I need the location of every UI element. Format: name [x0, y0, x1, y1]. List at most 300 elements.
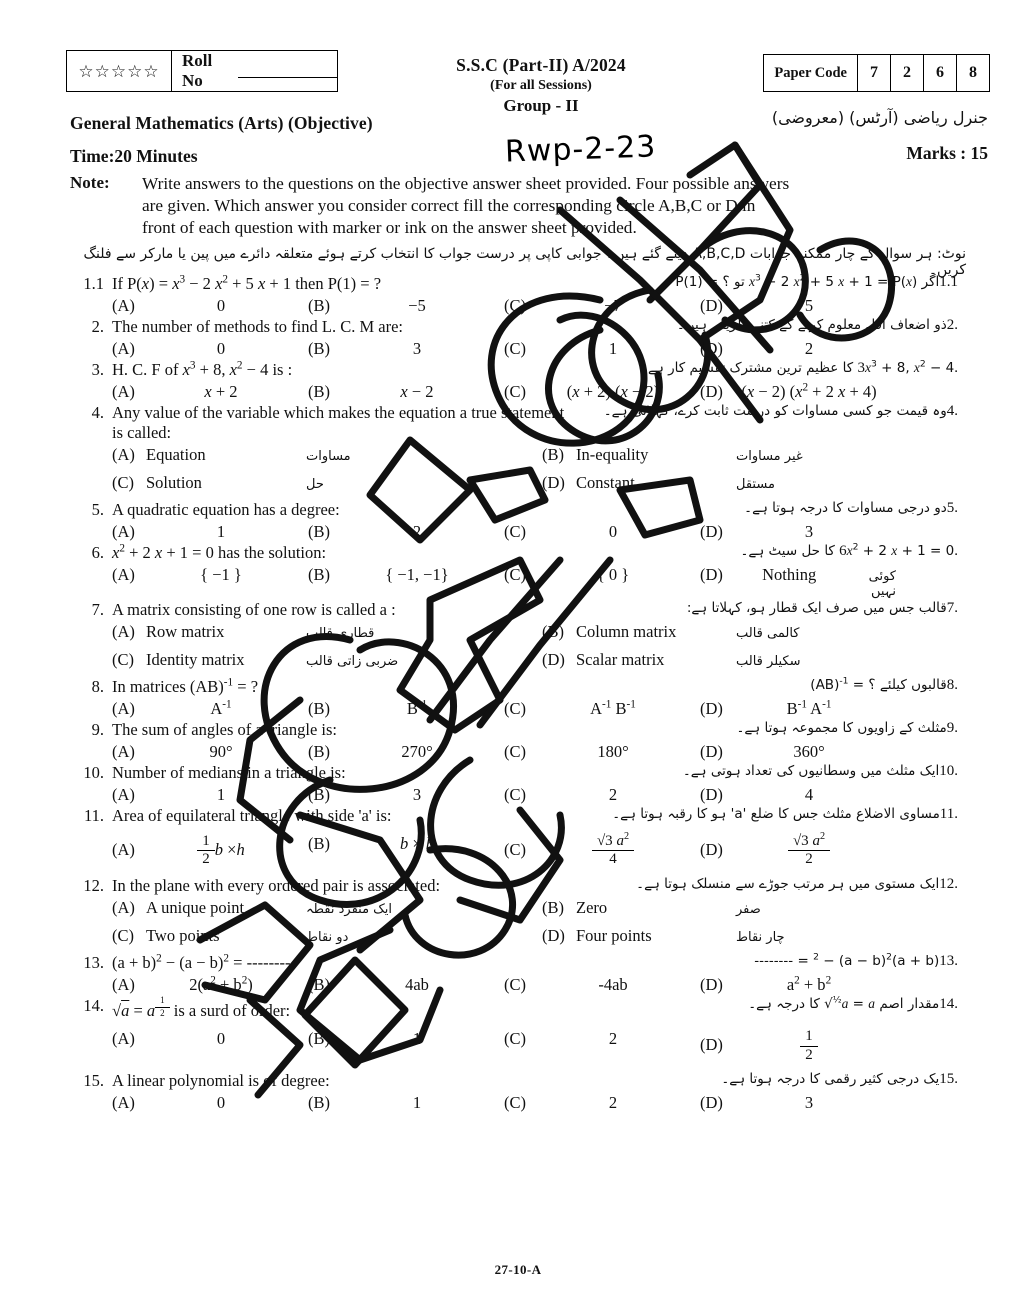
option-row [66, 445, 972, 471]
question-number: 7. [91, 599, 104, 619]
question-text-urdu: $.6x^2 + 2$ x + 1 = 0 کا حل سیٹ ہے۔ [740, 541, 958, 559]
option-value-urdu: کوئی نہیں [868, 568, 896, 599]
question-text: $x^2 + 2$ x + 1 = 0 has the solution: [112, 542, 327, 562]
option-b[interactable] [308, 699, 504, 719]
option-b[interactable] [308, 522, 504, 542]
question-text: Any value of the variable which makes the equation a true statement is called: [112, 403, 565, 442]
roll-no-field[interactable] [172, 51, 337, 91]
question-item [66, 317, 972, 359]
option-label: (A) [112, 698, 135, 718]
paper-code-digit: 8 [969, 64, 977, 81]
option-label: (C) [504, 382, 526, 401]
option-value: $B^{-1}$ [406, 698, 428, 718]
option-label: (A) [112, 564, 135, 584]
option-a[interactable] [112, 622, 542, 642]
option-d[interactable] [700, 1029, 896, 1064]
option-value: $B^{-1}$ $A^{-1}$ [786, 698, 832, 718]
question-head [66, 500, 972, 520]
question-list [66, 274, 972, 1114]
question-number: 3. [91, 360, 104, 379]
question-item [66, 953, 972, 995]
option-label: (B) [308, 382, 330, 401]
question-text: A linear polynomial is of degree: [112, 1071, 330, 1091]
option-a[interactable] [112, 296, 308, 316]
question-text-urdu: .8قالبوں کیلئے ؟ = $^{1-}$(AB) [810, 675, 958, 693]
option-value: Scalar matrix [576, 649, 665, 669]
question-number: 5. [91, 499, 104, 519]
option-value: -4ab [598, 975, 628, 995]
question-head [66, 996, 972, 1021]
option-value: 360° [793, 741, 825, 761]
option-d[interactable] [700, 296, 896, 316]
option-value: 2 [804, 339, 814, 358]
question-item [66, 720, 972, 762]
note-label: Note: [70, 173, 110, 192]
question-text: Area of equilateral triangle with side 'a' is: [112, 805, 392, 825]
option-row [66, 975, 972, 995]
option-a[interactable] [112, 834, 308, 869]
option-label: (C) [504, 296, 526, 315]
option-label: (C) [504, 839, 526, 859]
option-value: Solution [146, 472, 202, 492]
option-value-urdu: دو نقاط [306, 930, 349, 946]
question-head [66, 953, 972, 973]
option-label: (A) [112, 1028, 135, 1048]
paper-code-digit: 7 [858, 55, 891, 91]
option-c[interactable] [504, 785, 700, 805]
option-value: In-equality [576, 444, 649, 464]
question-number: 14. [83, 996, 104, 1016]
option-a[interactable] [112, 382, 308, 402]
option-label: (B) [308, 564, 330, 584]
option-label: (C) [504, 521, 526, 541]
option-label: (D) [700, 339, 723, 358]
option-label: (A) [112, 382, 135, 401]
option-d[interactable] [700, 339, 896, 359]
option-a[interactable] [112, 898, 542, 918]
option-a[interactable] [112, 699, 308, 719]
option-row [66, 699, 972, 719]
option-label: (D) [700, 296, 723, 315]
question-item [66, 360, 972, 402]
option-value: 0 [216, 339, 226, 358]
option-value: 2 [608, 1093, 618, 1113]
option-d[interactable] [700, 785, 896, 805]
option-value-urdu: چار نقاط [736, 930, 785, 946]
question-text-urdu: .2ذو اضعاف اقل معلوم کرنے کے کتنے طریقے ہیں۔ [676, 317, 958, 333]
option-value: x + 2 [204, 382, 238, 401]
option-b[interactable] [308, 1093, 504, 1113]
option-label: (A) [112, 898, 135, 918]
option-value-urdu: ضربی زاتی قالب [306, 653, 399, 669]
option-row [66, 622, 972, 648]
option-label: (A) [112, 975, 135, 995]
option-c[interactable] [504, 565, 700, 599]
option-value: Four points [576, 926, 652, 946]
option-value: $\frac{1}{2}$ [734, 1029, 884, 1064]
question-text: Number of medians in a triangle is: [112, 762, 346, 782]
option-a[interactable] [112, 742, 308, 762]
question-head [66, 1071, 972, 1091]
option-label: (A) [112, 741, 135, 761]
question-text-urdu: .7قالب جس میں صرف ایک قطار ہو، کہلاتا ہے: [686, 599, 958, 616]
option-label: (C) [504, 975, 526, 995]
option-value: 4ab [405, 975, 429, 995]
paper-code-label: Paper Code [764, 55, 858, 91]
option-d[interactable] [700, 522, 896, 542]
option-a[interactable] [112, 785, 308, 805]
option-d[interactable] [542, 926, 972, 946]
option-value-urdu: مستقل [736, 476, 775, 492]
question-number: 6. [91, 542, 104, 562]
option-label: (D) [700, 1093, 723, 1113]
option-value: 3 [804, 521, 814, 541]
option-value: 90° [209, 741, 233, 761]
option-label: (A) [112, 296, 135, 315]
option-a[interactable] [112, 975, 308, 995]
option-value-urdu: قطاری قالب [306, 625, 375, 641]
note-line-1: Write answers to the questions on the objective answer sheet provided. Four possible answers [142, 174, 790, 193]
option-c[interactable] [112, 650, 542, 670]
question-item [66, 600, 972, 676]
note-line-2: are given. Which answer you consider correct fill the corresponding circle A,B,C or D in [142, 196, 756, 216]
question-text: √a = a $^{\frac{1}{2}}$ is a surd of order: [112, 995, 291, 1021]
exam-group: Group - II [503, 96, 579, 116]
option-label: (D) [700, 975, 723, 995]
option-value: $\frac{√3 a^2}{4}$ [538, 834, 688, 869]
question-item [66, 876, 972, 952]
question-item [66, 996, 972, 1063]
roll-no-blank-line [238, 64, 337, 78]
option-label: (B) [308, 741, 330, 761]
question-number: 11. [83, 805, 104, 825]
question-text-urdu: .14مقدار اصم $a = a^{\frac{1}{2}}√$ کا درجہ ہے۔ [748, 994, 958, 1013]
option-label: (D) [542, 926, 565, 946]
option-value: { −1, −1} [385, 564, 449, 584]
option-b[interactable] [542, 445, 972, 465]
option-value: (x − 2) ($x^2 + 2$ x + 4) [741, 381, 877, 401]
option-b[interactable] [308, 742, 504, 762]
option-label: (D) [700, 382, 723, 401]
question-number: 2. [91, 317, 104, 336]
option-value: −5 [408, 296, 426, 315]
question-text: $(a + b)^2 - (a - b)^2$ = -------- [112, 952, 291, 973]
option-value: Nothing [762, 564, 817, 584]
question-head [66, 274, 972, 294]
option-c[interactable] [504, 339, 700, 359]
option-value-urdu: کالمی قالب [736, 625, 800, 641]
option-row [66, 650, 972, 676]
option-a[interactable] [112, 565, 308, 599]
instructions-note [70, 173, 970, 278]
subject-title: General Mathematics (Arts) (Objective) [70, 113, 373, 133]
option-label: (D) [700, 521, 723, 541]
option-value: b × h [399, 833, 435, 853]
option-label: (C) [504, 698, 526, 718]
question-head [66, 543, 972, 563]
option-label: (C) [112, 649, 134, 669]
stars-icon: ☆☆☆☆☆ [67, 51, 172, 91]
option-d[interactable] [700, 699, 896, 719]
option-label: (B) [308, 698, 330, 718]
question-item [66, 274, 972, 316]
option-row [66, 785, 972, 805]
option-value-urdu: غیر مساوات [736, 448, 803, 464]
option-value: A unique point [146, 898, 245, 918]
option-c[interactable] [504, 296, 700, 316]
question-head [66, 403, 972, 443]
question-head [66, 720, 972, 740]
question-text: A matrix consisting of one row is called a : [112, 599, 396, 619]
question-head [66, 317, 972, 337]
option-c[interactable] [112, 926, 542, 946]
option-label: (B) [308, 1093, 330, 1113]
option-b[interactable] [308, 382, 504, 402]
question-text: H. C. F of $x^3 + 8$, $x^2 - 4$ is : [112, 359, 293, 379]
note-body [142, 173, 789, 239]
subject-title-urdu: جنرل ریاضی (آرٹس) (معروضی) [771, 108, 988, 127]
option-row [66, 742, 972, 762]
question-text: In the plane with every ordered pair is associated: [112, 876, 441, 896]
option-label: (C) [504, 784, 526, 804]
option-label: (A) [112, 621, 135, 641]
option-label: (D) [700, 839, 723, 859]
question-text-urdu: 1.1اگر $x^3 - 2$ $x^2 + 5$ x + 1 = P(x) تو ؟ = P(1) [675, 272, 958, 290]
question-item [66, 500, 972, 542]
option-b[interactable] [308, 565, 504, 599]
option-value-urdu: صفر [736, 902, 761, 918]
question-number: 9. [91, 719, 104, 739]
option-value: $A^{-1}$ $B^{-1}$ [590, 698, 636, 718]
option-value-urdu: ایک منفرد نقطہ [306, 902, 393, 918]
option-label: (A) [112, 521, 135, 541]
option-value: Equation [146, 444, 206, 464]
question-text-urdu: .12ایک مستوی میں ہر مرتب جوڑے سے منسلک ہوتا ہے۔ [636, 876, 958, 893]
question-head [66, 360, 972, 380]
question-text: A quadratic equation has a degree: [112, 499, 340, 519]
question-number: 1.1 [83, 274, 104, 293]
option-a[interactable] [112, 1093, 308, 1113]
option-b[interactable] [308, 785, 504, 805]
option-b[interactable] [308, 296, 504, 316]
option-b[interactable] [308, 834, 504, 869]
option-value: Identity matrix [146, 649, 245, 669]
option-label: (B) [308, 296, 330, 315]
option-label: (B) [542, 444, 564, 464]
option-d[interactable] [700, 742, 896, 762]
option-d[interactable] [700, 975, 896, 995]
question-number: 8. [91, 676, 104, 696]
option-c[interactable] [504, 975, 700, 995]
option-value: 1 [412, 1028, 422, 1048]
option-label: (B) [308, 521, 330, 541]
option-value: 1 [216, 521, 226, 541]
exam-name-year: S.S.C (Part-II) A/2024 [456, 55, 626, 75]
option-a[interactable] [112, 445, 542, 465]
question-item [66, 543, 972, 599]
option-value: Column matrix [576, 621, 677, 641]
option-d[interactable] [542, 650, 972, 670]
option-b[interactable] [308, 339, 504, 359]
option-a[interactable] [112, 522, 308, 542]
option-value: $\frac{1}{2}$ b ×h [146, 834, 296, 869]
option-label: (C) [504, 1093, 526, 1113]
option-label: (C) [112, 472, 134, 492]
option-b[interactable] [542, 898, 972, 918]
question-text-urdu: .4وہ قیمت جو کسی مساوات کو درست ثابت کرے، کہلاتی ہے۔ [603, 403, 958, 419]
question-item [66, 677, 972, 719]
option-value: 1 [608, 339, 618, 358]
question-text: In matrices (AB)$^{-1}$ = ? [112, 676, 259, 696]
roll-no-box [66, 50, 338, 92]
question-head [66, 806, 972, 826]
option-label: (D) [700, 698, 723, 718]
option-label: (B) [308, 784, 330, 804]
option-value-urdu: سکیلر قالب [736, 653, 801, 669]
option-value: 3 [412, 784, 422, 804]
option-value: $a^2 + b^2$ [786, 974, 832, 995]
option-value: 1 [216, 784, 226, 804]
option-row [66, 473, 972, 499]
paper-code-digit: 2 [891, 55, 924, 91]
option-c[interactable] [112, 473, 542, 493]
option-row [66, 382, 972, 402]
option-d[interactable] [542, 473, 972, 493]
option-value: 1 [412, 1093, 422, 1113]
option-d[interactable] [700, 565, 896, 599]
option-label: (D) [542, 649, 565, 669]
handwritten-center-code: Rwp-2-23 [504, 129, 657, 170]
option-value: Row matrix [146, 621, 225, 641]
option-label: (B) [308, 975, 330, 995]
option-label: (A) [112, 784, 135, 804]
question-text-urdu: .15یک درجی کثیر رقمی کا درجہ ہوتا ہے۔ [721, 1071, 958, 1088]
option-b[interactable] [308, 1029, 504, 1064]
option-label: (D) [542, 472, 565, 492]
note-line-3: front of each question with marker or ink on the answer sheet provided. [142, 218, 637, 238]
total-marks: Marks : 15 [906, 143, 988, 163]
question-text: The number of methods to find L. C. M are: [112, 317, 403, 336]
page-header [0, 0, 1036, 170]
page-footer-code: 27-10-A [494, 1262, 542, 1277]
option-c[interactable] [504, 699, 700, 719]
question-item [66, 806, 972, 869]
option-c[interactable] [504, 742, 700, 762]
option-a[interactable] [112, 339, 308, 359]
option-label: (B) [308, 1028, 330, 1048]
option-value: Zero [576, 898, 608, 918]
option-value-urdu: حل [306, 476, 324, 492]
option-b[interactable] [308, 975, 504, 995]
option-value: { −1 } [200, 564, 242, 584]
option-c[interactable] [504, 522, 700, 542]
question-item [66, 1071, 972, 1113]
question-number: 13. [83, 953, 104, 973]
option-row [66, 565, 972, 599]
question-number: 15. [83, 1071, 104, 1091]
option-label: (B) [542, 621, 564, 641]
option-value-urdu: مساوات [306, 448, 351, 464]
option-label: (B) [542, 898, 564, 918]
option-d[interactable] [700, 1093, 896, 1113]
question-head [66, 600, 972, 620]
option-label: (C) [112, 926, 134, 946]
question-head [66, 876, 972, 896]
exam-identification [396, 55, 686, 117]
option-value: 0 [216, 1093, 226, 1113]
option-c[interactable] [504, 382, 700, 402]
option-row [66, 830, 972, 869]
question-head [66, 677, 972, 697]
time-allowed: Time:20 Minutes [70, 146, 198, 166]
option-label: (C) [504, 741, 526, 761]
note-urdu: نوٹ: ہر سوال کے چار ممکنہ جوابات A,B,C,D دیئے گئے ہیں۔ جوابی کاپی پر درست جواب کا انتخاب کرتے ہوئے متعلقہ دائرے میں پین یا مارکر سے فلنگ کریں۔ [83, 246, 966, 279]
option-label: (B) [308, 339, 330, 358]
option-d[interactable] [700, 382, 896, 402]
question-number: 12. [83, 876, 104, 896]
option-value: 4 [804, 784, 814, 804]
option-b[interactable] [542, 622, 972, 642]
option-value: x − 2 [400, 382, 434, 401]
option-value: 2 [608, 1028, 618, 1048]
option-c[interactable] [504, 1093, 700, 1113]
option-label: (A) [112, 839, 135, 859]
option-value: 0 [216, 296, 226, 315]
question-item [66, 763, 972, 805]
option-row [66, 339, 972, 359]
option-label: (C) [504, 564, 526, 584]
option-label: (D) [700, 741, 723, 761]
option-row [66, 898, 972, 924]
option-value: Two points [146, 926, 220, 946]
option-label: (D) [700, 1034, 723, 1054]
option-value: $\frac{√3 a^2}{2}$ [734, 834, 884, 869]
option-label: (B) [308, 833, 330, 853]
option-label: (A) [112, 444, 135, 464]
option-label: (C) [504, 339, 526, 358]
question-head [66, 763, 972, 783]
option-label: (A) [112, 1093, 135, 1113]
question-text-urdu: .9مثلث کے زاویوں کا مجموعہ ہوتا ہے۔ [736, 719, 958, 736]
option-c[interactable] [504, 830, 700, 869]
question-text-urdu: .5دو درجی مساوات کا درجہ ہوتا ہے۔ [744, 499, 958, 516]
option-value: (x + 2) (x − 2) [566, 382, 660, 401]
option-value: 180° [597, 741, 629, 761]
exam-sessions: (For all Sessions) [490, 77, 592, 93]
option-row [66, 1029, 972, 1064]
option-label: (D) [700, 564, 723, 584]
option-row [66, 1093, 972, 1113]
paper-code-box [763, 54, 990, 92]
option-value: 2 [412, 521, 422, 541]
option-value: 0 [608, 521, 618, 541]
question-item [66, 403, 972, 499]
option-value: 2 [608, 784, 618, 804]
option-label: (D) [700, 784, 723, 804]
option-d[interactable] [700, 830, 896, 869]
option-value: 270° [401, 741, 433, 761]
option-value: −7 [604, 296, 622, 315]
question-text: The sum of angles of a triangle is: [112, 719, 337, 739]
option-c[interactable] [504, 1029, 700, 1064]
question-text-urdu: $.3x^3 + 8$, $x^2 - 4$ کا عظیم ترین مشترک تقسیم کار ہے۔ [640, 358, 958, 376]
option-value: 3 [412, 339, 422, 358]
option-a[interactable] [112, 1029, 308, 1064]
option-value: 0 [216, 1028, 226, 1048]
option-value: { 0 } [596, 564, 630, 584]
roll-no-label: Roll No [182, 51, 213, 90]
option-row [66, 926, 972, 952]
